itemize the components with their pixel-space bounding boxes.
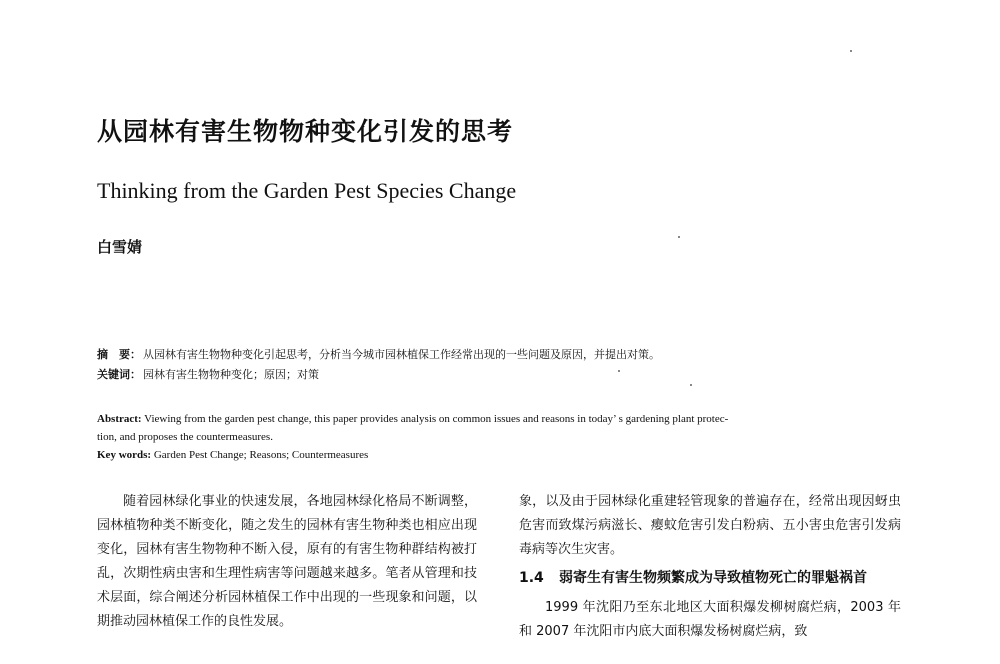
keywords-english	[97, 446, 897, 464]
keywords-english-text: Garden Pest Change; Reasons; Countermeasures	[153, 449, 369, 461]
paper-title-chinese: 从园林有害生物物种变化引发的思考	[97, 117, 514, 146]
keywords-english-label: Key words:	[97, 449, 152, 461]
scan-speck	[618, 370, 620, 372]
paper-title-english: Thinking from the Garden Pest Species Change	[97, 178, 517, 203]
scan-speck	[690, 384, 692, 386]
section-title: 弱寄生有害生物频繁成为导致植物死亡的罪魁祸首	[559, 570, 867, 586]
body-paragraph-section: 1999 年沈阳乃至东北地区大面积爆发柳树腐烂病，2003 年和 2007 年沈阳市内底大面积爆发杨树腐烂病，致	[519, 600, 901, 639]
keywords-chinese-label: 关键词：	[97, 368, 141, 381]
abstract-english-line1: Viewing from the garden pest change, this paper provides analysis on common issues and reasons in today’ s gardening plant protec-	[144, 413, 729, 425]
body-paragraph-continued: 象，以及由于园林绿化重建轻管现象的普遍存在，经常出现因蚜虫危害而致煤污病滋长、瘿蚊危害引发白粉病、五小害虫危害引发病毒病等次生灾害。	[519, 494, 901, 557]
section-heading	[519, 566, 901, 590]
keywords-chinese-text: 园林有害生物物种变化；原因；对策	[143, 368, 319, 381]
abstract-chinese-text: 从园林有害生物物种变化引起思考，分析当今城市园林植保工作经常出现的一些问题及原因，并提出对策。	[143, 348, 660, 361]
abstract-english	[97, 410, 897, 464]
section-number: 1.4	[519, 570, 544, 586]
body-paragraph-intro: 随着园林绿化事业的快速发展，各地园林绿化格局不断调整，园林植物种类不断变化，随之发生的园林有害生物种类也相应出现变化，园林有害生物物种不断入侵，原有的有害生物种群结构被打乱，次期性病虫害和生理性病害等问题越来越多。笔者从管理和技术层面，综合阐述分析园林植保工作中出现的一些现象和问题，以期推动园林植保工作的良性发展。	[97, 494, 477, 629]
body-column-left	[97, 490, 477, 634]
abstract-chinese-label: 摘 要：	[97, 348, 141, 361]
abstract-english-line2: tion, and proposes the countermeasures.	[97, 431, 273, 443]
scan-speck	[678, 236, 680, 238]
keywords-chinese	[97, 366, 319, 382]
abstract-chinese	[97, 346, 660, 362]
scan-speck	[850, 50, 852, 52]
author-name: 白雪婧	[97, 238, 143, 256]
abstract-english-label: Abstract:	[97, 413, 142, 425]
body-column-right	[519, 490, 901, 644]
